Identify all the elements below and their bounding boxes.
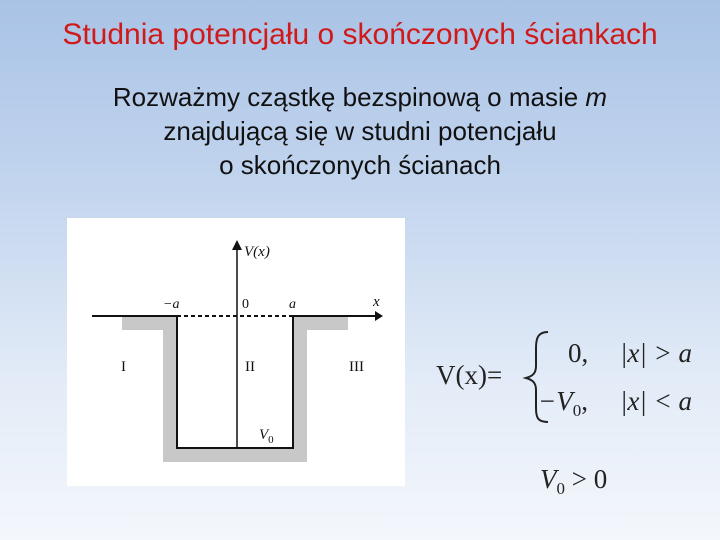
tick-label-zero: 0 [242,297,249,312]
case1-condition: |x| > a [620,338,693,368]
y-axis-label: V(x) [244,244,270,260]
well-depth-label [259,427,274,446]
mass-variable: m [585,82,608,112]
x-axis-label: x [373,294,380,310]
potential-curve [92,316,375,448]
region-label-3: III [349,359,364,375]
depth-condition-subscript: 0 [556,479,565,498]
case2-comma: , [581,386,588,416]
potential-formula-svg [430,326,715,426]
case2-subscript: 0 [572,401,582,420]
body-line-3: o skończonych ścianach [219,150,501,180]
formula-lhs: V(x)= [436,360,503,390]
depth-condition-svg [536,458,646,502]
body-line-2: znajdującą się w studni potencjału [163,116,557,146]
case2-condition: |x| < a [620,386,693,416]
body-line-1 [0,80,720,114]
well-shading-left-wall [163,316,177,462]
well-shading-right-wall [293,316,307,462]
case2-value-symbol: −V [538,386,573,416]
region-label-1: I [121,359,126,375]
slide-title: Studnia potencjału o skończonych ściankach [62,18,658,51]
region-label-2: II [245,359,255,375]
y-axis-arrowhead [232,240,242,250]
potential-formula [430,326,715,426]
well-depth-subscript: 0 [268,434,274,446]
case1-value: 0, [568,338,589,368]
slide-body [0,80,720,182]
body-line-1-text: Rozważmy cząstkę bezspinową o masie [112,82,586,112]
depth-condition-rhs: > 0 [565,464,608,494]
case2-value [538,386,588,420]
depth-condition-symbol: V [540,464,557,494]
well-shading-bottom [163,448,307,462]
depth-condition-text [540,464,607,498]
depth-condition [536,458,646,502]
tick-label-neg-a: −a [163,297,180,312]
potential-well-diagram [67,218,405,486]
x-axis-arrowhead [375,311,383,321]
tick-label-a: a [289,297,296,312]
potential-well-figure [67,218,405,486]
well-depth-symbol: V [259,427,269,443]
